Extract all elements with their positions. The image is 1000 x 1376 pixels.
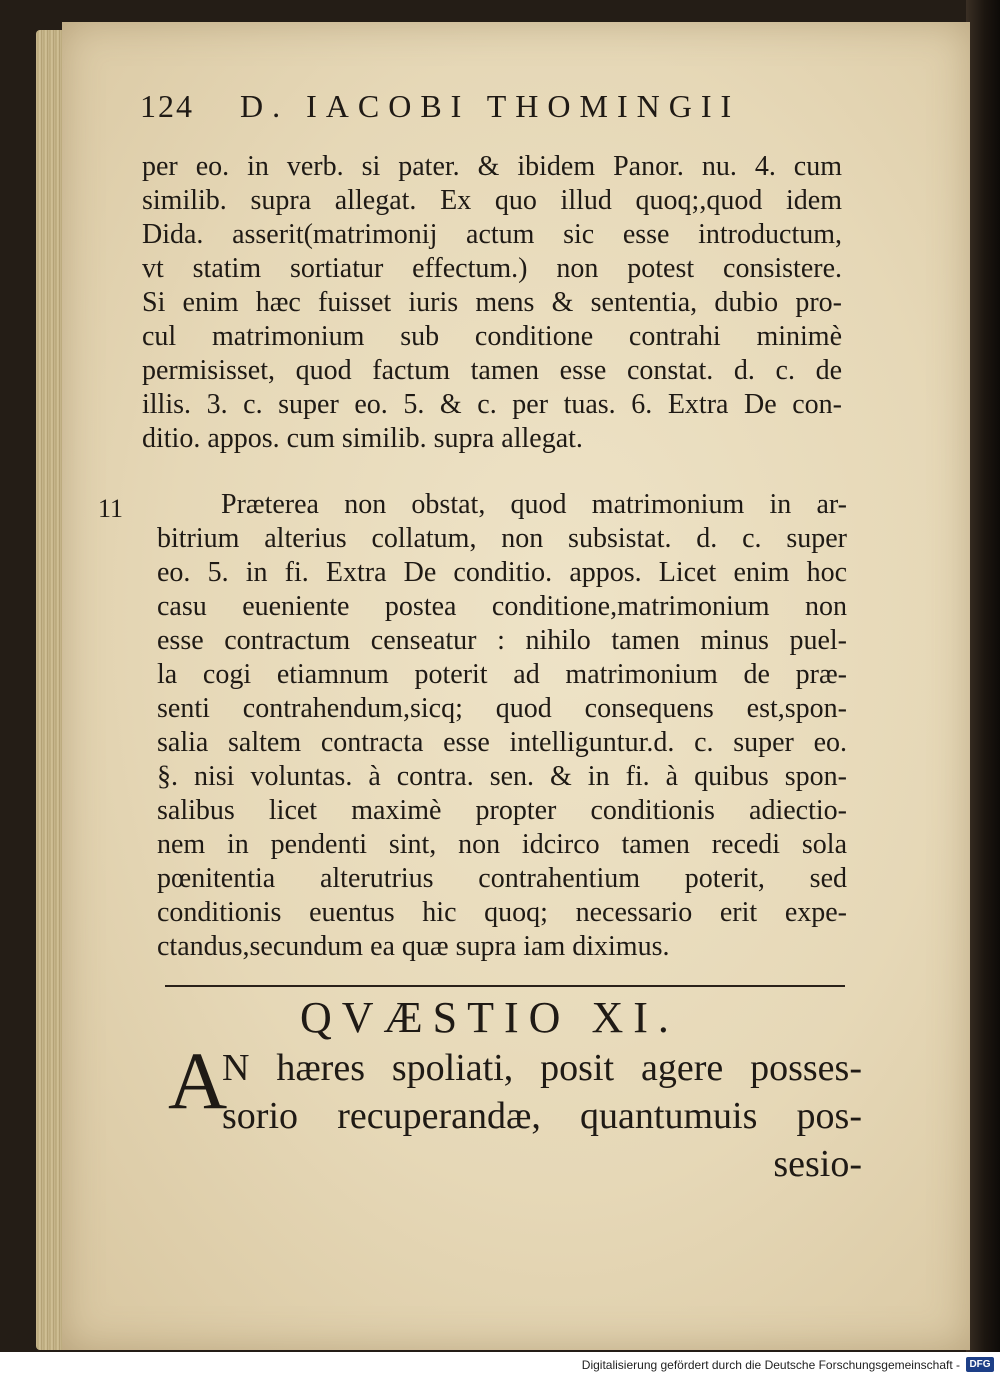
paragraph-1 — [142, 150, 842, 456]
footer-bar — [0, 1352, 1000, 1376]
paragraph-2 — [157, 488, 847, 964]
text-line: esse contractum censeatur : nihilo tamen minus puel- — [157, 625, 847, 656]
text-line: ctandus,secundum ea quæ supra iam diximus. — [157, 931, 670, 962]
text-line: permisisset, quod factum tamen esse constat. d. c. de — [142, 355, 842, 386]
text-line: conditionis euentus hic quoq; necessario erit expe- — [157, 897, 847, 928]
section-heading: QVÆSTIO XI. — [300, 993, 679, 1042]
text-line: Præterea non obstat, quod matrimonium in ar- — [221, 489, 847, 520]
text-line: nem in pendenti sint, non idcirco tamen recedi sola — [157, 829, 847, 860]
text-line: senti contrahendum,sicq; quod consequens est,spon- — [157, 693, 847, 724]
running-head — [140, 88, 840, 138]
page-number: 124 — [140, 88, 194, 124]
dfg-logo: DFG — [966, 1357, 994, 1372]
text-line: §. nisi voluntas. à contra. sen. & in fi. à quibus spon- — [157, 761, 847, 792]
text-line: N hæres spoliati, posit agere posses- — [222, 1047, 862, 1089]
drop-initial: A — [168, 1035, 228, 1126]
text-line: pœnitentia alterutrius contrahentium poterit, sed — [157, 863, 847, 894]
section-rule — [165, 985, 845, 987]
text-line: eo. 5. in fi. Extra De conditio. appos. Licet enim hoc — [157, 557, 847, 588]
text-line: bitrium alterius collatum, non subsistat. d. c. super — [157, 523, 847, 554]
running-title: D. IACOBI THOMINGII — [240, 88, 741, 124]
text-line: casu eueniente postea conditione,matrimonium non — [157, 591, 847, 622]
catchword: sesio- — [773, 1143, 862, 1185]
text-line: Dida. asserit(matrimonij actum sic esse introductum, — [142, 219, 842, 250]
text-line: sorio recuperandæ, quantumuis pos- — [222, 1095, 862, 1137]
text-line: cul matrimonium sub conditione contrahi minimè — [142, 321, 842, 352]
text-line: similib. supra allegat. Ex quo illud quoq;,quod idem — [142, 185, 842, 216]
text-line: illis. 3. c. super eo. 5. & c. per tuas. 6. Extra De con- — [142, 389, 842, 420]
text-line: salia saltem contracta esse intelliguntur.d. c. super eo. — [157, 727, 847, 758]
book-edge — [966, 0, 1000, 1352]
text-line: salibus licet maximè propter conditionis adiectio- — [157, 795, 847, 826]
text-line: vt statim sortiatur effectum.) non potest consistere. — [142, 253, 842, 284]
text-line: la cogi etiamnum poterit ad matrimonium de præ- — [157, 659, 847, 690]
text-line: per eo. in verb. si pater. & ibidem Panor. nu. 4. cum — [142, 151, 842, 182]
text-line: ditio. appos. cum similib. supra allegat. — [142, 423, 583, 454]
section-opening — [222, 1044, 862, 1188]
text-line: Si enim hæc fuisset iuris mens & sententia, dubio pro- — [142, 287, 842, 318]
funding-credit: Digitalisierung gefördert durch die Deutsche Forschungsgemeinschaft - — [581, 1358, 960, 1372]
marginal-number: 11 — [98, 494, 124, 523]
